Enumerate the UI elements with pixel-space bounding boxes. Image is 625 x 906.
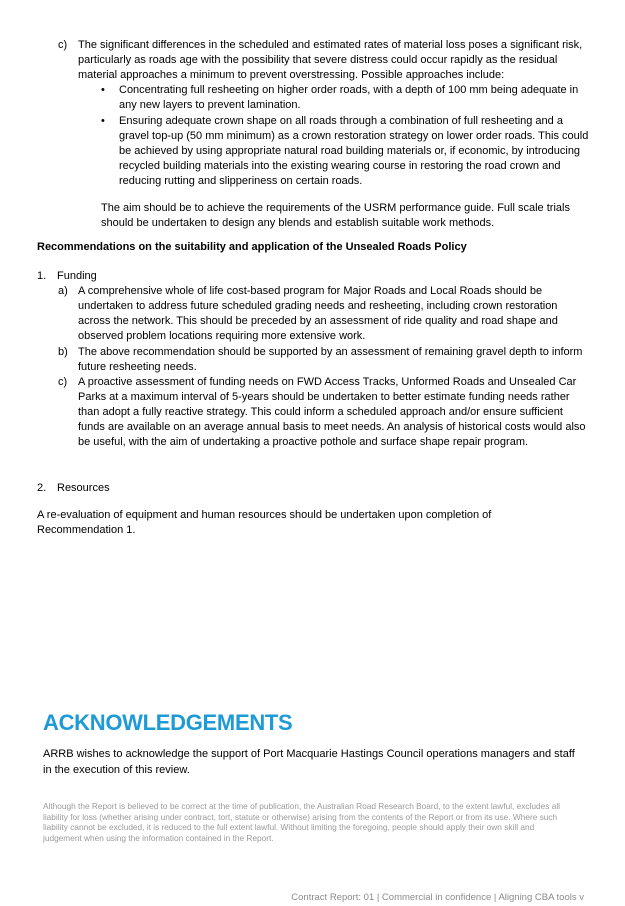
funding-item-marker: c) xyxy=(58,376,68,388)
funding-title: Funding xyxy=(57,270,97,282)
resources-title: Resources xyxy=(57,482,110,494)
bullet-marker: • xyxy=(101,115,105,127)
funding-item-marker: a) xyxy=(58,285,68,297)
funding-marker: 1. xyxy=(37,270,47,282)
acknowledgements-text: ARRB wishes to acknowledge the support of Port Macquarie Hastings Council operations managers and staff in the execution of this review. xyxy=(43,748,575,776)
bullet-item: Ensuring adequate crown shape on all roads through a combination of full resheeting and a gravel top-up (50 mm minimum) as a crown restoration strategy on lower order roads. This could be achieved by using appropriate natural road building materials or, if economic, by introducing recycled building materials into the existing wearing course in restoring the road crown and reducing rutting and slipperiness on certain roads. xyxy=(119,115,589,187)
funding-item: The above recommendation should be supported by an assessment of remaining gravel depth to inform future resheeting needs. xyxy=(78,346,583,373)
bullet-marker: • xyxy=(101,84,105,96)
bullet-item: Concentrating full resheeting on higher order roads, with a depth of 100 mm being adequate in any new layers to prevent lamination. xyxy=(119,84,579,111)
resources-marker: 2. xyxy=(37,482,47,494)
disclaimer-text: Although the Report is believed to be correct at the time of publication, the Australian Road Research Board, to the extent lawful, excludes all liability for loss (whether arising under contract, tort, statute or otherwise) arising from the contents of the Report or from its use. Where such liability cannot be excluded, it is reduced to the full extent lawful. Without limiting the foregoing, people should apply their own skill and judgement when using the information contained in the Report. xyxy=(43,801,561,843)
funding-item: A proactive assessment of funding needs on FWD Access Tracks, Unformed Roads and Unsealed Car Parks at a maximum interval of 5-years should be undertaken to better estimate funding needs rather than adopt a fully reactive strategy. This could inform a scheduled approach and/or ensure sufficient funds are available on an average annual basis to meet needs. An analysis of historical costs would also be useful, with the aim of undertaking a proactive pothole and surface shape repair program. xyxy=(78,376,586,448)
funding-item-marker: b) xyxy=(58,346,68,358)
section-c-marker: c) xyxy=(58,39,68,51)
acknowledgements-title: ACKNOWLEDGEMENTS xyxy=(43,710,293,735)
aim-paragraph: The aim should be to achieve the requirements of the USRM performance guide. Full scale trials should be undertaken to design any blends and establish suitable work methods. xyxy=(101,202,570,229)
page-footer: Contract Report: 01 | Commercial in confidence | Aligning CBA tools v xyxy=(291,892,584,903)
section-c-text: The significant differences in the scheduled and estimated rates of material loss poses a significant risk, particularly as roads age with the possibility that severe distress could occur rapidly as the residual material approaches a minimum to prevent overstressing. Possible approaches include: xyxy=(78,39,583,81)
resources-text: A re-evaluation of equipment and human resources should be undertaken upon completion of Recommendation 1. xyxy=(37,509,492,536)
recommendations-heading: Recommendations on the suitability and application of the Unsealed Roads Policy xyxy=(37,241,467,253)
funding-item: A comprehensive whole of life cost-based program for Major Roads and Local Roads should be undertaken to address future scheduled grading needs and resheeting, including crown restoration across the network. This should be preceded by an assessment of ride quality and road shape and observed problem locations requiring more extensive work. xyxy=(78,285,558,342)
